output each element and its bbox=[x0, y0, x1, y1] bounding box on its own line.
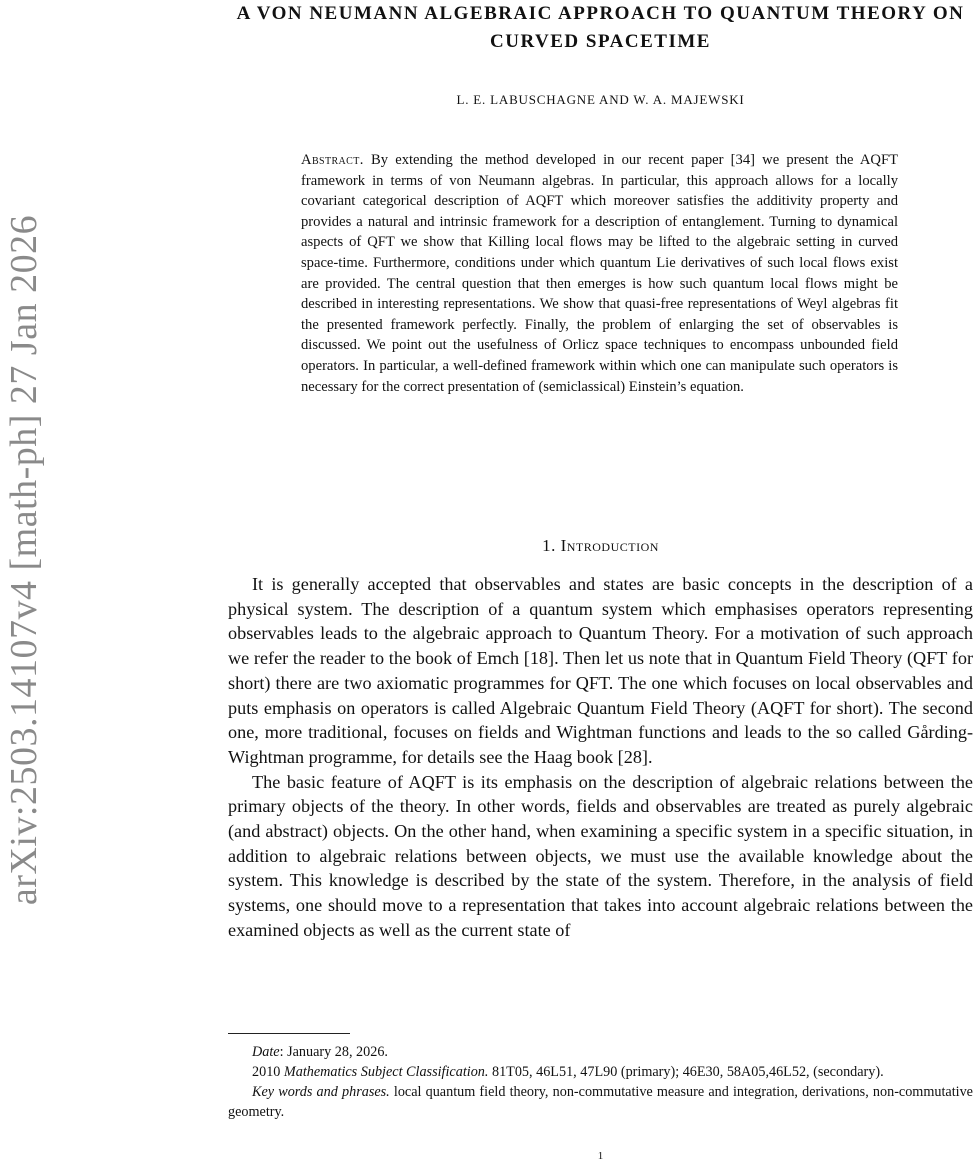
msc-label: Mathematics Subject Classification. bbox=[283, 1064, 489, 1080]
paper-title: A VON NEUMANN ALGEBRAIC APPROACH TO QUANTUM THEORY ON CURVED SPACETIME bbox=[236, 3, 965, 52]
paragraph: It is generally accepted that observables and states are basic concepts in the description of a physical system. The description of a quantum system which emphasises operators representing observables leads to the algebraic approach to Quantum Theory. For a motivation of such approach we refer the reader to the book of Emch [18]. Then let us note that in Quantum Field Theory (QFT for short) there are two axiomatic programmes for QFT. The one which focuses on local observables and puts emphasis on operators is called Algebraic Quantum Field Theory (AQFT for short). The second one, more traditional, focuses on fields and Wightman functions and leads to the so called Gårding-Wightman programme, for details see the Haag book [28]. bbox=[228, 574, 973, 767]
footnote-date bbox=[228, 1042, 973, 1062]
arxiv-sidebar-stamp bbox=[4, 180, 44, 940]
arxiv-identifier: arXiv:2503.14107v4 [math-ph] 27 Jan 2026 bbox=[3, 214, 45, 906]
footnotes bbox=[228, 1042, 973, 1122]
paper-authors: L. E. LABUSCHAGNE AND W. A. MAJEWSKI bbox=[456, 92, 745, 107]
footnote-keywords bbox=[228, 1082, 973, 1122]
keywords-label: Key words and phrases. bbox=[252, 1084, 390, 1100]
section-title: Introduction bbox=[560, 536, 659, 555]
msc-value: 81T05, 46L51, 47L90 (primary); 46E30, 58A05,46L52, (secondary). bbox=[488, 1064, 884, 1080]
keywords-value: local quantum field theory, non-commutative measure and integration, derivations, non-commutative geometry. bbox=[228, 1084, 973, 1120]
abstract bbox=[301, 150, 898, 397]
msc-year: 2010 bbox=[252, 1064, 284, 1080]
footnote-rule bbox=[228, 1033, 350, 1034]
date-value: : January 28, 2026. bbox=[279, 1044, 388, 1060]
body-text bbox=[228, 572, 973, 943]
page-number: 1 bbox=[597, 1150, 604, 1162]
abstract-text: By extending the method developed in our recent paper [34] we present the AQFT framework in terms of von Neumann algebras. In particular, this approach allows for a locally covariant categorical description of AQFT which moreover satisfies the additivity property and provides a natural and intrinsic framework for a description of entanglement. Turning to dynamical aspects of QFT we show that Killing local flows may be lifted to the algebraic setting in curved space-time. Furthermore, conditions under which quantum Lie derivatives of such local flows exist are provided. The central question that then emerges is how such quantum local flows might be described in interesting representations. We show that quasi-free representations of Weyl algebras fit the presented framework perfectly. Finally, the problem of enlarging the set of observables is discussed. We point out the usefulness of Orlicz space techniques to encompass unbounded field operators. In particular, a well-defined framework within which one can manipulate such operators is necessary for the correct presentation of (semiclassical) Einstein’s equation. bbox=[301, 152, 898, 395]
footnote-msc bbox=[228, 1062, 973, 1082]
date-label: Date bbox=[252, 1044, 280, 1060]
abstract-label: Abstract. bbox=[301, 152, 364, 168]
section-heading bbox=[228, 536, 973, 556]
paragraph: The basic feature of AQFT is its emphasis on the description of algebraic relations between the primary objects of the theory. In other words, fields and observables are treated as purely algebraic (and abstract) objects. On the other hand, when examining a specific system in a specific situation, in addition to algebraic relations between objects, we must use the available knowledge about the system. This knowledge is described by the state of the system. Therefore, in the analysis of field systems, one should move to a representation that takes into account algebraic relations between the examined objects as well as the current state of bbox=[228, 771, 973, 940]
section-number: 1. bbox=[542, 536, 556, 555]
